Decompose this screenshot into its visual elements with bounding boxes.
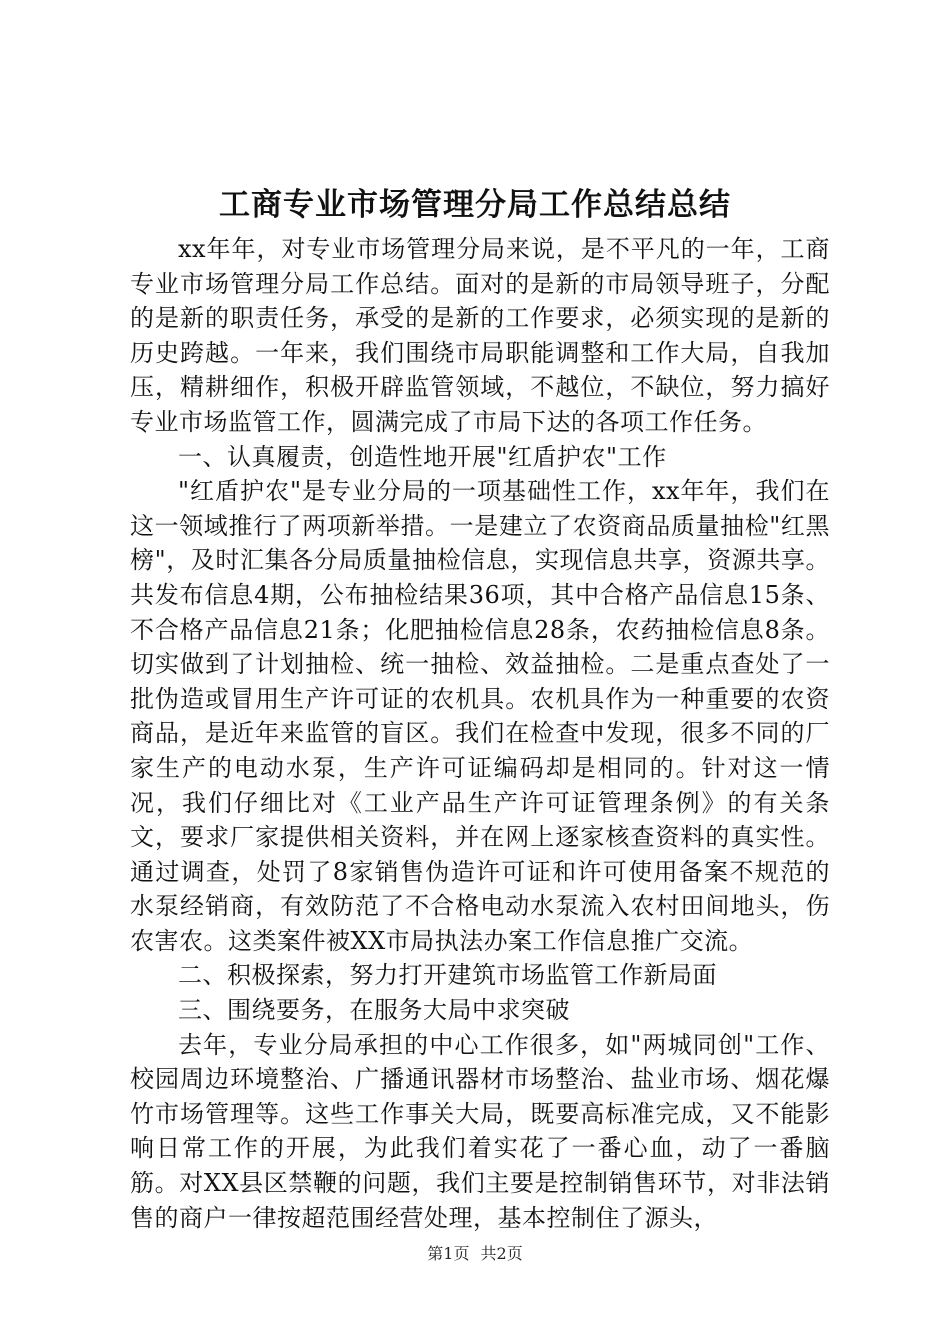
section-heading-2: 二、积极探索，努力打开建筑市场监管工作新局面	[178, 961, 717, 990]
page-total: 共2页	[480, 1244, 523, 1263]
page-footer	[0, 1244, 950, 1264]
section-heading-3: 三、围绕要务，在服务大局中求突破	[178, 996, 570, 1025]
paragraph-section-3: 去年，专业分局承担的中心工作很多，如"两城同创"工作、校园周边环境整治、广播通讯器材市场整治、盐业市场、烟花爆竹市场管理等。这些工作事关大局，既要高标准完成，又不能影响日常工作的开展，为此我们着实花了一番心血，动了一番脑筋。对XX县区禁鞭的问题，我们主要是控制销售环节，对非法销售的商户一律按超范围经营处理，基本控制住了源头，	[130, 1030, 830, 1232]
page-number: 第1页	[427, 1244, 470, 1263]
document-title: 工商专业市场管理分局工作总结总结	[219, 187, 731, 223]
document-body	[130, 232, 830, 1235]
paragraph-intro: xx年年，对专业市场管理分局来说，是不平凡的一年，工商专业市场管理分局工作总结。面对的是新的市局领导班子，分配的是新的职责任务，承受的是新的工作要求，必须实现的是新的历史跨越。一年来，我们围绕市局职能调整和工作大局，自我加压，精耕细作，积极开辟监管领域，不越位，不缺位，努力搞好专业市场监管工作，圆满完成了市局下达的各项工作任务。	[130, 235, 830, 436]
paragraph-section-1: "红盾护农"是专业分局的一项基础性工作，xx年年，我们在这一领域推行了两项新举措。一是建立了农资商品质量抽检"红黑榜"，及时汇集各分局质量抽检信息，实现信息共享，资源共享。共发布信息4期，公布抽检结果36项，其中合格产品信息15条、不合格产品信息21条；化肥抽检信息28条，农药抽检信息8条。切实做到了计划抽检、统一抽检、效益抽检。二是重点查处了一批伪造或冒用生产许可证的农机具。农机具作为一种重要的农资商品，是近年来监管的盲区。我们在检查中发现，很多不同的厂家生产的电动水泵，生产许可证编码却是相同的。针对这一情况，我们仔细比对《工业产品生产许可证管理条例》的有关条文，要求厂家提供相关资料，并在网上逐家核查资料的真实性。通过调查，处罚了8家销售伪造许可证和许可使用备案不规范的水泵经销商，有效防范了不合格电动水泵流入农村田间地头，伤农害农。这类案件被XX市局执法办案工作信息推广交流。	[130, 477, 830, 955]
section-heading-1: 一、认真履责，创造性地开展"红盾护农"工作	[178, 442, 667, 471]
